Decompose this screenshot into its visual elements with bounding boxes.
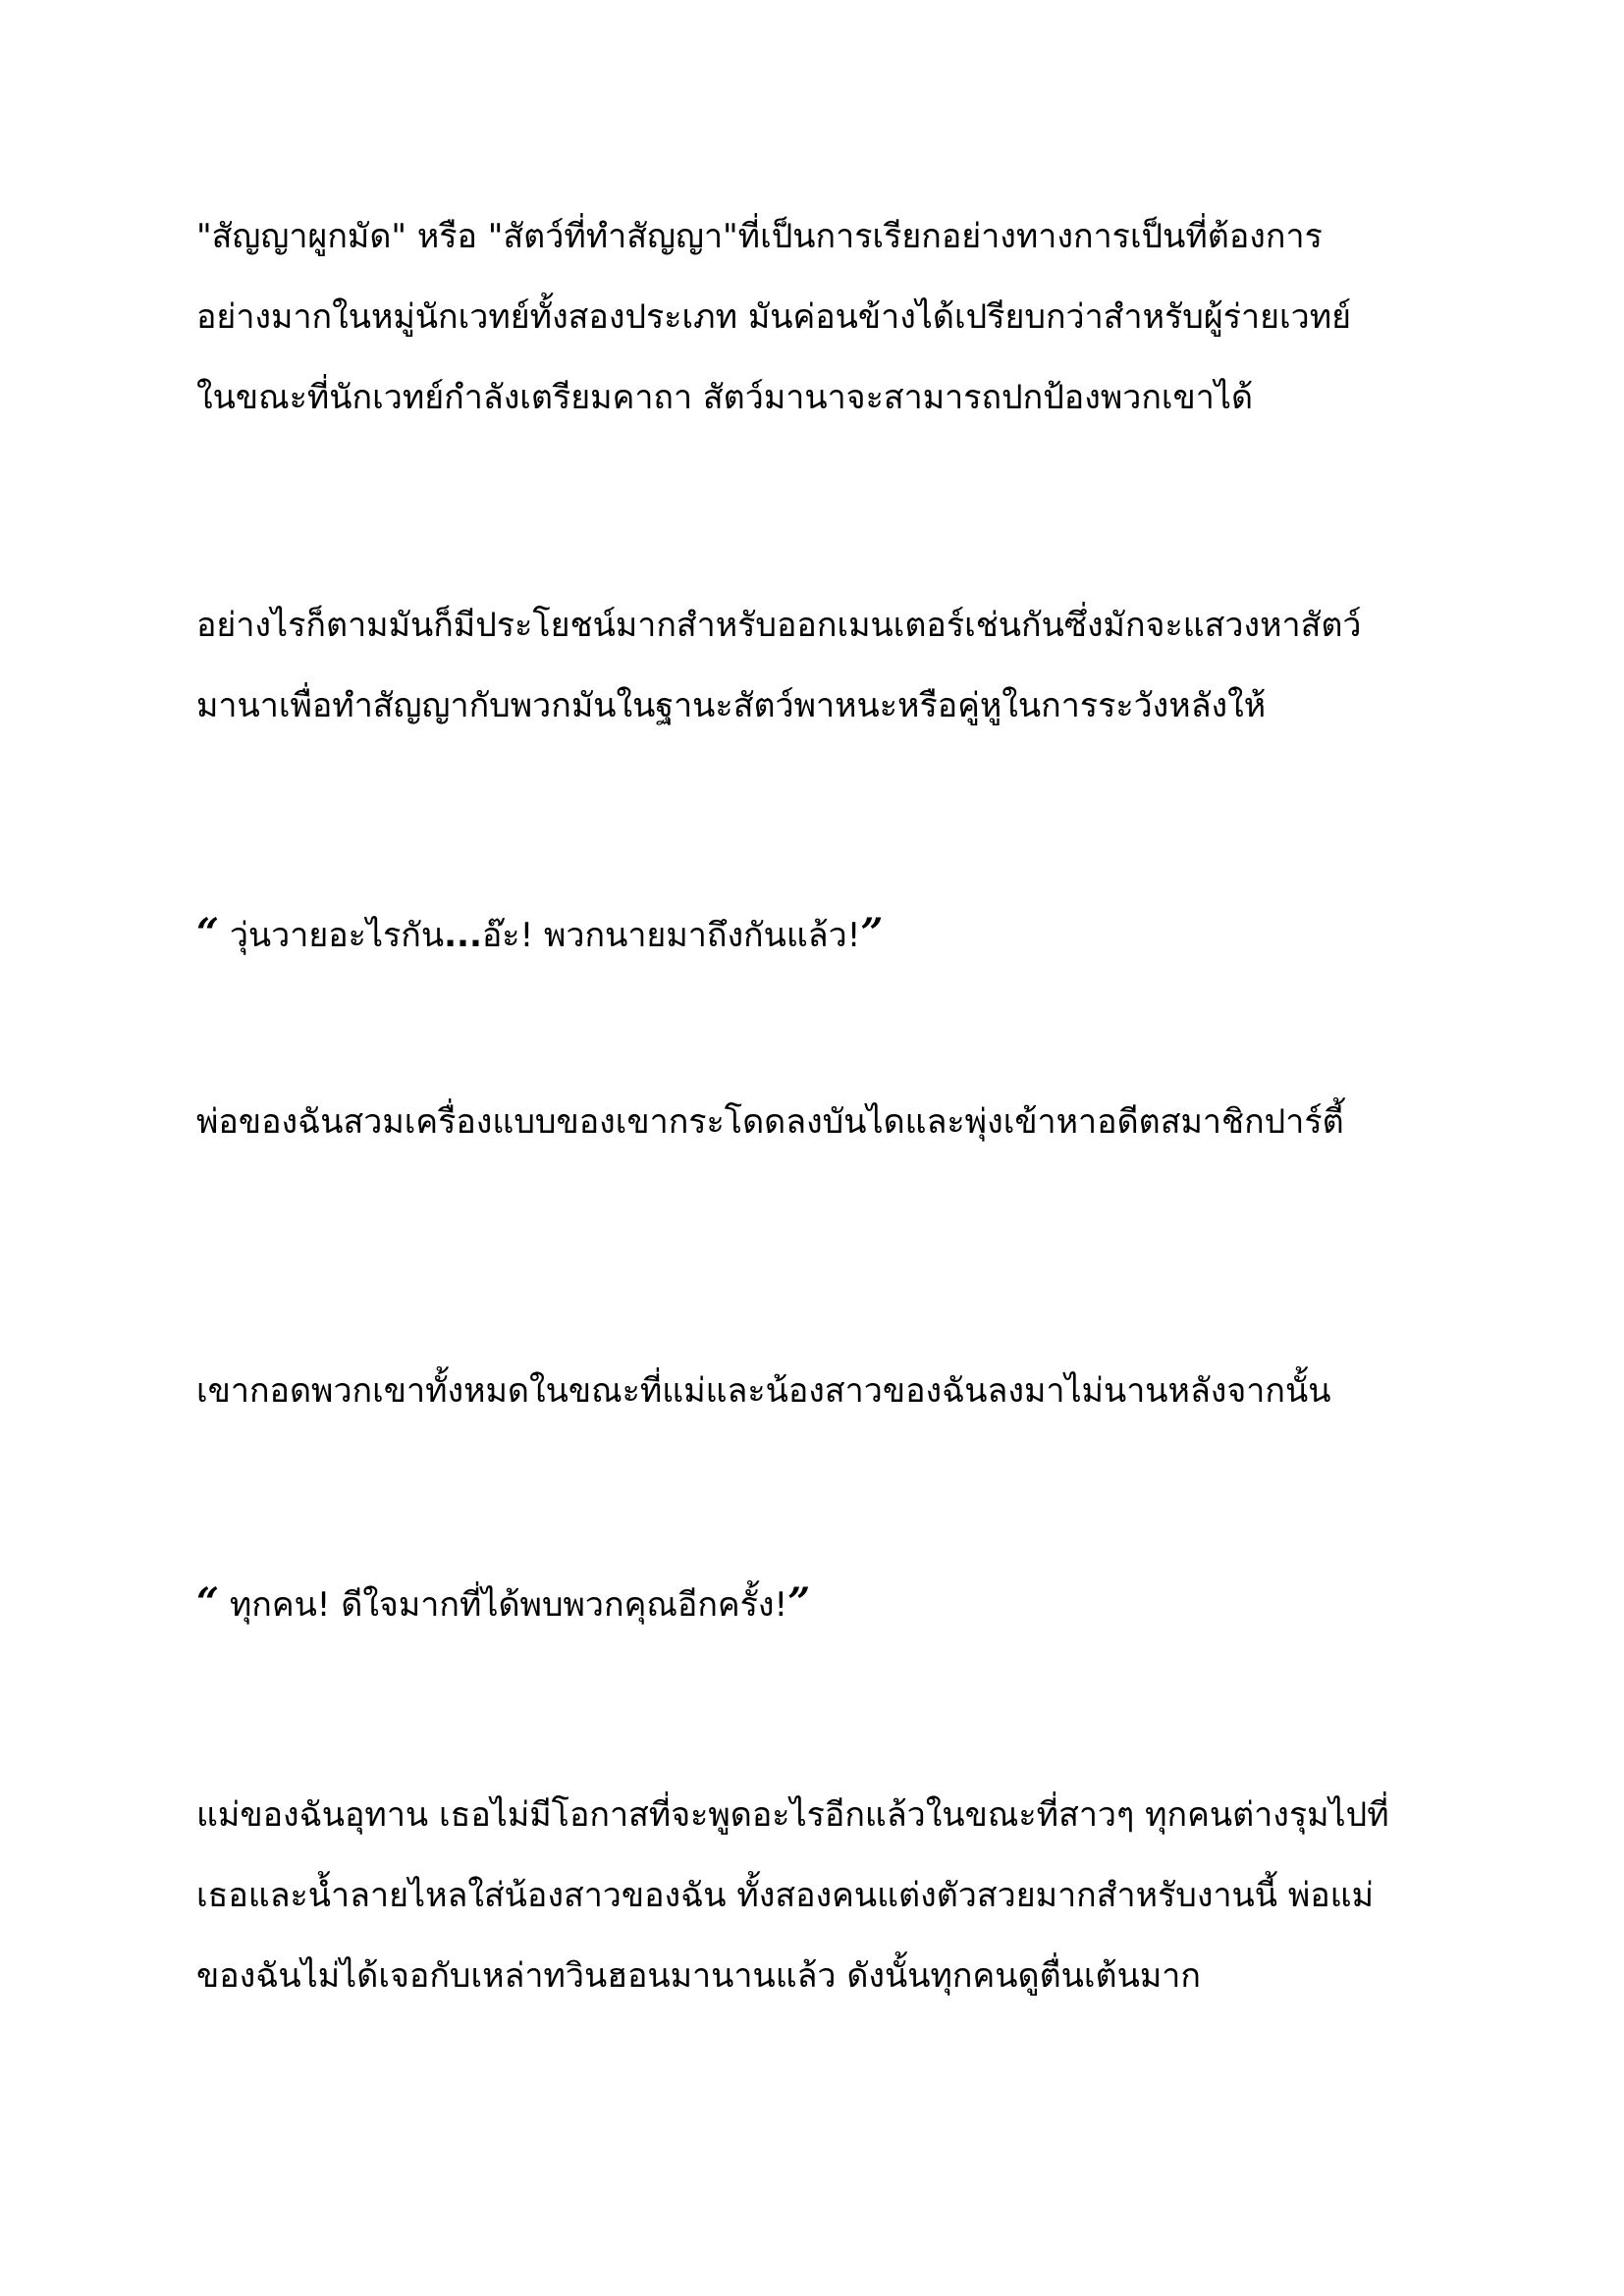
dialogue-text-after: อ๊ะ! พวกนายมาถึงกันแล้ว! — [481, 916, 861, 955]
text-line: มานาเพื่อทำสัญญากับพวกมันในฐานะสัตว์พาหนะหรือคู่หูในการระวังหลังให้ — [196, 686, 1267, 725]
paragraph-mother-exclaims — [196, 1775, 1453, 2016]
text-line: ของฉันไม่ได้เจอกับเหล่าทวินฮอนมานานแล้ว ดังนั้นทุกคนดูตื่นเต้นมาก — [196, 1956, 1201, 1996]
open-quote-mark: “ — [196, 1579, 220, 1626]
text-line: พ่อของฉันสวมเครื่องแบบของเขากระโดดลงบันไดและพุ่งเข้าหาอดีตสมาชิกปาร์ตี้ — [196, 1102, 1344, 1142]
paragraph-father-jumps — [196, 1082, 1453, 1162]
text-line: ในขณะที่นักเวทย์กำลังเตรียมคาถา สัตว์มานาจะสามารถปกป้องพวกเขาได้ — [196, 378, 1254, 417]
paragraph-augmenter-benefits — [196, 585, 1453, 746]
text-line: อย่างมากในหมู่นักเวทย์ทั้งสองประเภท มันค่อนข้างได้เปรียบกว่าสำหรับผู้ร่ายเวทย์ — [196, 297, 1352, 337]
text-line: แม่ของฉันอุทาน เธอไม่มีโอกาสที่จะพูดอะไรอีกแล้วในขณะที่สาวๆ ทุกคนต่างรุมไปที่ — [196, 1795, 1389, 1835]
text-line: "สัญญาผูกมัด" หรือ "สัตว์ที่ทำสัญญา"ที่เป็นการเรียกอย่างทางการเป็นที่ต้องการ — [196, 217, 1323, 256]
paragraph-contract-beasts — [196, 196, 1453, 438]
dialogue-text: ทุกคน! ดีใจมากที่ได้พบพวกคุณอีกครั้ง! — [219, 1585, 788, 1625]
dialogue-arrival — [196, 893, 1453, 974]
text-line: เธอและน้ำลายไหลใส่น้องสาวของฉัน ทั้งสองคนแต่งตัวสวยมากสำหรับงานนี้ พ่อแม่ — [196, 1876, 1374, 1915]
dialogue-text-before: วุ่นวายอะไรกัน — [219, 916, 445, 955]
text-line: เขากอดพวกเขาทั้งหมดในขณะที่แม่และน้องสาวของฉันลงมาไม่นานหลังจากนั้น — [196, 1371, 1331, 1411]
paragraph-hug — [196, 1351, 1453, 1431]
dialogue-line — [196, 1563, 1453, 1643]
close-quote-mark: ” — [787, 1579, 811, 1626]
open-quote-mark: “ — [196, 910, 220, 956]
text-line: อย่างไรก็ตามมันก็มีประโยชน์มากสำหรับออกเมนเตอร์เช่นกันซึ่งมักจะแสวงหาสัตว์ — [196, 606, 1362, 645]
dialogue-greeting — [196, 1563, 1453, 1643]
dialogue-ellipsis: ... — [444, 916, 482, 955]
dialogue-line — [196, 893, 1453, 974]
close-quote-mark: ” — [860, 910, 884, 956]
